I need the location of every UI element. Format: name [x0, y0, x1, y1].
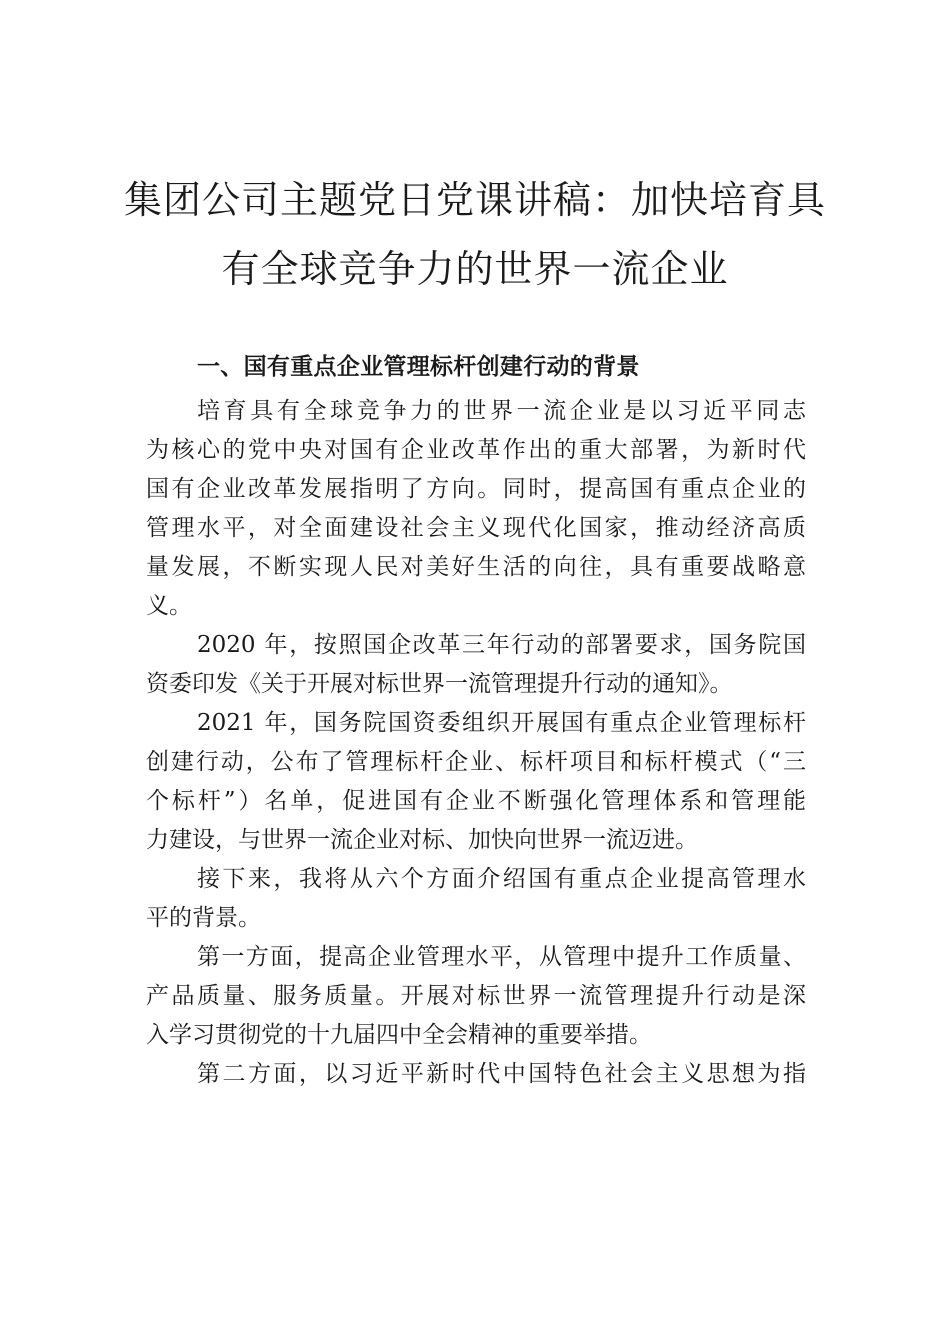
section-heading: 一、国有重点企业管理标杆创建行动的背景 [197, 354, 640, 380]
body-line: 第二方面，以习近平新时代中国特色社会主义思想为指 [197, 1061, 806, 1087]
body-line: 平的背景。 [146, 905, 261, 931]
body-line: 资委印发《关于开展对标世界一流管理提升行动的通知》。 [146, 671, 733, 697]
body-line: 2020 年，按照国企改革三年行动的部署要求，国务院国 [197, 632, 806, 658]
body-line: 产品质量、服务质量。开展对标世界一流管理提升行动是深 [146, 983, 806, 1009]
body-line: 第一方面，提高企业管理水平，从管理中提升工作质量、 [197, 944, 806, 970]
document-title-line-1: 集团公司主题党日党课讲稿：加快培育具 [123, 178, 826, 222]
body-line: 培育具有全球竞争力的世界一流企业是以习近平同志 [197, 398, 806, 424]
body-line: 入学习贯彻党的十九届四中全会精神的重要举措。 [146, 1022, 652, 1048]
body-line: 力建设，与世界一流企业对标、加快向世界一流迈进。 [146, 827, 698, 853]
body-line: 国有企业改革发展指明了方向。同时，提高国有重点企业的 [146, 476, 806, 502]
body-line: 2021 年，国务院国资委组织开展国有重点企业管理标杆 [197, 710, 806, 736]
body-line: 为核心的党中央对国有企业改革作出的重大部署，为新时代 [146, 437, 806, 463]
body-line: 创建行动，公布了管理标杆企业、标杆项目和标杆模式（“三 [146, 749, 806, 775]
body-line: 个标杆”）名单，促进国有企业不断强化管理体系和管理能 [146, 788, 806, 814]
document-title-line-2: 有全球竞争力的世界一流企业 [221, 247, 729, 291]
body-line: 量发展，不断实现人民对美好生活的向往，具有重要战略意 [146, 554, 806, 580]
body-line: 义。 [146, 593, 192, 619]
body-line: 接下来，我将从六个方面介绍国有重点企业提高管理水 [197, 866, 806, 892]
body-line: 管理水平，对全面建设社会主义现代化国家，推动经济高质 [146, 515, 806, 541]
